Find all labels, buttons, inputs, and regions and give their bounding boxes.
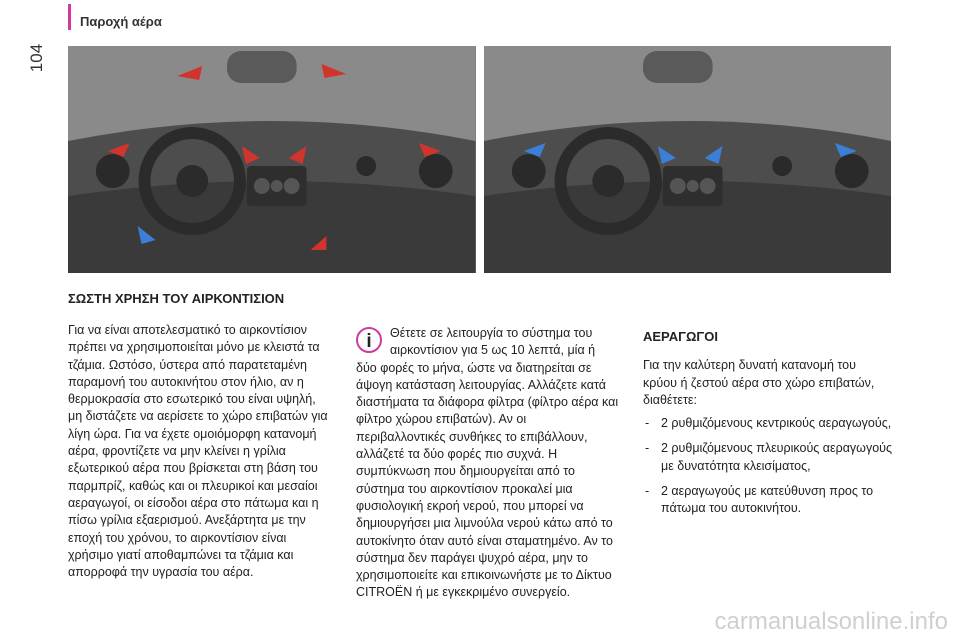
column-air-vents bbox=[643, 328, 893, 526]
air-vents-heading: ΑΕΡΑΓΩΓΟΙ bbox=[643, 329, 718, 344]
page-number: 104 bbox=[27, 43, 46, 73]
dashboard-photos bbox=[68, 46, 891, 273]
dashboard-photo-right bbox=[484, 46, 892, 273]
info-icon: i bbox=[356, 327, 382, 353]
column-maintenance bbox=[356, 325, 619, 602]
maintenance-text: Θέτετε σε λειτουργία το σύστημα του αιρκοντίσιον για 5 ως 10 λεπτά, μία ή δύο φορές το μήνα, ώστε να διατηρείται σε άψογη κατάσταση λειτουργίας. Αλλάζετε κατά διαστήματα τα διάφορα φίλτρα (φίλτρο αέρα και φίλτρο χώρου επιβατών). Αν οι περιβαλλοντικές συνθήκες το επιβάλλουν, αλλάζετέ τα δύο φορές πιο συχνά. Η συμπύκνωση που δημιουργείται από το σύστημα του αιρκοντίσιον προκαλεί μια φυσιολογική εκροή νερού, που μπορεί να δημιουργήσει μια λιμνούλα νερού κάτω από το αυτοκίνητο όταν αυτό είναι σταματημένο. Αν το σύστημα δεν παράγει ψυχρό αέρα, μην το χρησιμοποιείτε και επικοινωνήστε με το Δίκτυο CITROËN ή με εγκεκριμένο συνεργείο. bbox=[356, 326, 619, 600]
dashboard-illustration-right bbox=[484, 46, 892, 273]
ac-usage-text: Για να είναι αποτελεσματικό το αιρκοντίσιον πρέπει να χρησιμοποιείται μόνο με κλειστά τα τζάμια. Ωστόσο, ύστερα από παρατεταμένη παραμονή του αυτοκινήτου στον ήλιο, αν η θερμοκρασία στο εσωτερικό του είναι υψηλή, μη διστάζετε να αερίσετε το χώρο επιβατών για λίγη ώρα. Για να έχετε ομοιόμορφη κατανομή αέρα, φροντίζετε να μην κλείνει η γρίλια εξωτερικού αέρα που βρίσκεται στη βάση του παρμπρίζ, καθώς και οι πλευρικοί και μεσαίοι αεραγωγοί, οι είσοδοι αέρα στο πάτωμα και η πίσω γρίλια εξαερισμού. Ανεξάρτητα με την εποχή του χρόνου, το αιρκοντίσιον είναι χρήσιμο γιατί αποθαμπώνει τα τζάμια και απορροφά την υγρασία του αέρα. bbox=[68, 323, 328, 580]
list-item: - 2 ρυθμιζόμενους κεντρικούς αεραγωγούς, bbox=[643, 415, 893, 432]
section-title: Παροχή αέρα bbox=[80, 14, 162, 29]
air-vents-list bbox=[643, 415, 893, 517]
air-vents-intro: Για την καλύτερη δυνατή κατανομή του κρύου ή ζεστού αέρα στο χώρο επιβατών, διαθέτετε: bbox=[643, 358, 875, 407]
dashboard-illustration-left bbox=[68, 46, 476, 273]
watermark: carmanualsonline.info bbox=[714, 608, 948, 635]
ac-usage-heading: ΣΩΣΤΗ ΧΡΗΣΗ ΤΟΥ ΑΙΡΚΟΝΤΙΣΙΟΝ bbox=[68, 291, 285, 306]
accent-bar bbox=[68, 4, 71, 30]
dashboard-photo-left bbox=[68, 46, 476, 273]
list-item: - 2 ρυθμιζόμενους πλευρικούς αεραγωγούς με δυνατότητα κλεισίματος, bbox=[643, 440, 893, 475]
column-ac-usage bbox=[68, 322, 330, 581]
list-item: - 2 αεραγωγούς με κατεύθυνση προς το πάτωμα του αυτοκινήτου. bbox=[643, 483, 893, 518]
